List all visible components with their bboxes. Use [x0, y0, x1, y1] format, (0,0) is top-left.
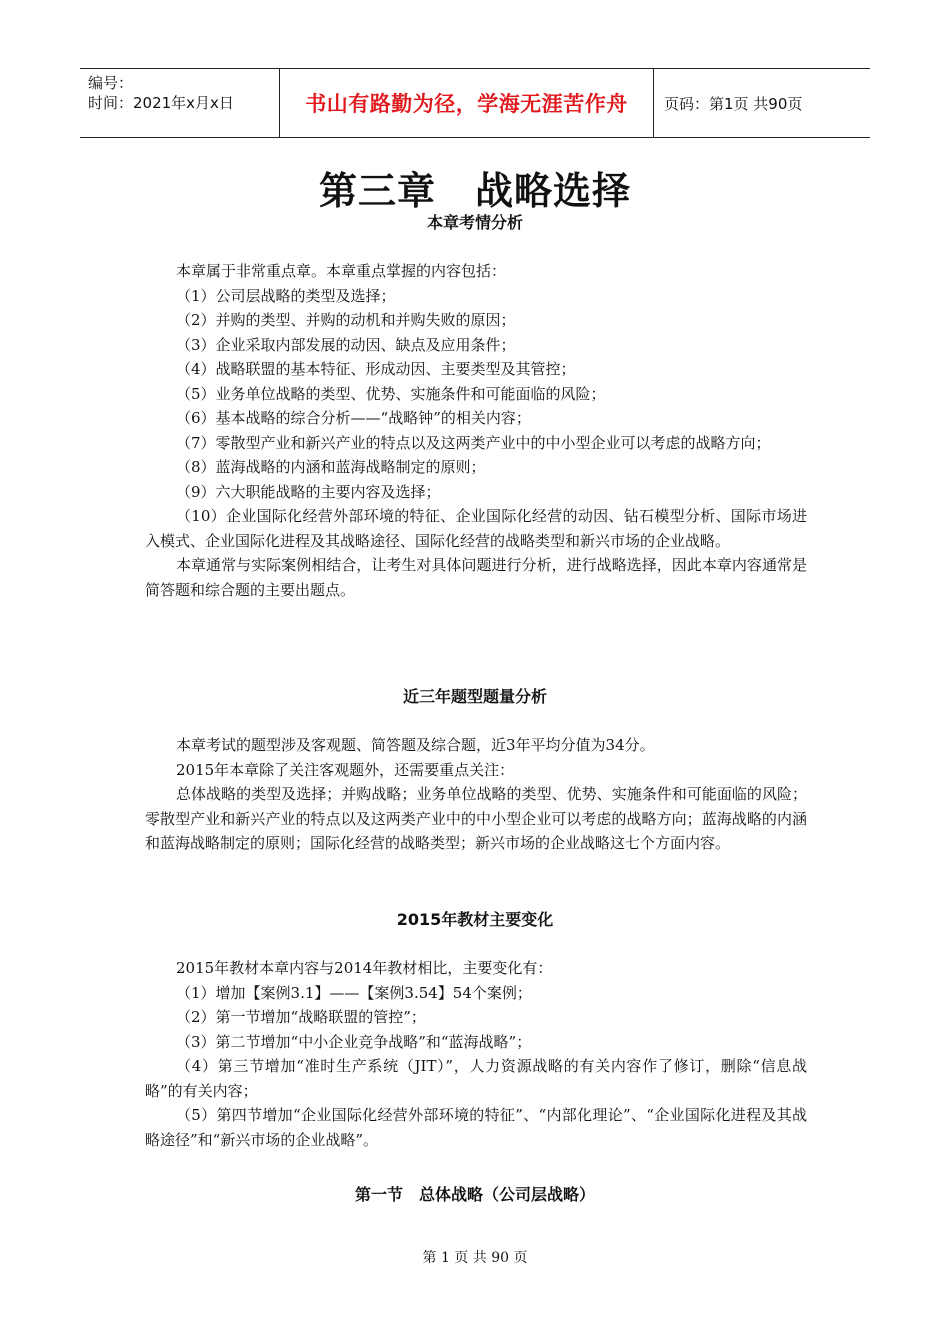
analysis-item: （7）零散型产业和新兴产业的特点以及这两类产业中的中小型企业可以考虑的战略方向； — [176, 433, 771, 452]
page-header — [80, 68, 870, 138]
analysis-item: （1）公司层战略的类型及选择； — [176, 286, 396, 305]
changes-item: （5）第四节增加“企业国际化经营外部环境的特征”、“内部化理论”、“企业国际化进程及其战略途径”和“新兴市场的企业战略”。 — [145, 1106, 807, 1149]
analysis-intro: 本章属于非常重点章。本章重点掌握的内容包括： — [176, 262, 507, 280]
question-body — [145, 733, 807, 856]
analysis-item: （8）蓝海战略的内涵和蓝海战略制定的原则； — [176, 458, 486, 476]
question-para: 2015年本章除了关注客观题外，还需要重点关注： — [176, 760, 515, 779]
section1-title: 第一节 总体战略（公司层战略） — [354, 1185, 595, 1204]
page-footer: 第 1 页 共 90 页 — [422, 1250, 528, 1266]
question-para: 本章考试的题型涉及客观题、简答题及综合题，近3年平均分值为34分。 — [176, 736, 655, 754]
analysis-item: （9）六大职能战略的主要内容及选择； — [176, 482, 441, 501]
analysis-item: （2）并购的类型、并购的动机和并购失败的原因； — [176, 311, 516, 329]
header-motto-cell — [280, 69, 654, 137]
analysis-summary: 本章通常与实际案例相结合，让考生对具体问题进行分析，进行战略选择，因此本章内容通常是简答题和综合题的主要出题点。 — [145, 556, 807, 599]
changes-item: （3）第二节增加“中小企业竞争战略”和“蓝海战略”； — [176, 1032, 532, 1051]
changes-item: （4）第三节增加“准时生产系统（JIT）”，人力资源战略的有关内容作了修订，删除“信息战略”的有关内容； — [145, 1057, 807, 1100]
analysis-item: （5）业务单位战略的类型、优势、实施条件和可能面临的风险； — [176, 384, 606, 403]
analysis-body — [145, 259, 807, 602]
analysis-item: （3）企业采取内部发展的动因、缺点及应用条件； — [176, 335, 516, 354]
changes-item: （1）增加【案例3.1】——【案例3.54】54个案例； — [176, 983, 532, 1002]
chapter-title: 第三章 战略选择 — [318, 169, 631, 213]
analysis-item: （6）基本战略的综合分析——“战略钟”的相关内容； — [176, 409, 531, 427]
changes-intro: 2015年教材本章内容与2014年教材相比，主要变化有： — [176, 959, 553, 977]
header-page-info: 页码：第1页 共90页 — [664, 94, 803, 113]
changes-title: 2015年教材主要变化 — [396, 910, 554, 929]
header-number: 编号： — [88, 74, 134, 92]
header-meta — [80, 69, 280, 137]
question-para: 总体战略的类型及选择；并购战略；业务单位战略的类型、优势、实施条件和可能面临的风险；零散型产业和新兴产业的特点以及这两类产业中的中小型企业可以考虑的战略方向；蓝海战略的内涵和蓝海战略制定的原则；国际化经营的战略类型；新兴市场的企业战略这七个方面内容。 — [145, 785, 807, 852]
changes-body — [145, 956, 807, 1152]
analysis-item: （10）企业国际化经营外部环境的特征、企业国际化经营的动因、钻石模型分析、国际市场进入模式、企业国际化进程及其战略途径、国际化经营的战略类型和新兴市场的企业战略。 — [145, 507, 807, 550]
header-time: 时间：2021年x月x日 — [88, 94, 234, 112]
header-motto: 书山有路勤为径，学海无涯苦作舟 — [305, 92, 628, 116]
analysis-title: 本章考情分析 — [426, 213, 523, 232]
question-title: 近三年题型题量分析 — [402, 687, 547, 706]
analysis-item: （4）战略联盟的基本特征、形成动因、主要类型及其管控； — [176, 360, 576, 378]
changes-item: （2）第一节增加“战略联盟的管控”； — [176, 1008, 426, 1026]
